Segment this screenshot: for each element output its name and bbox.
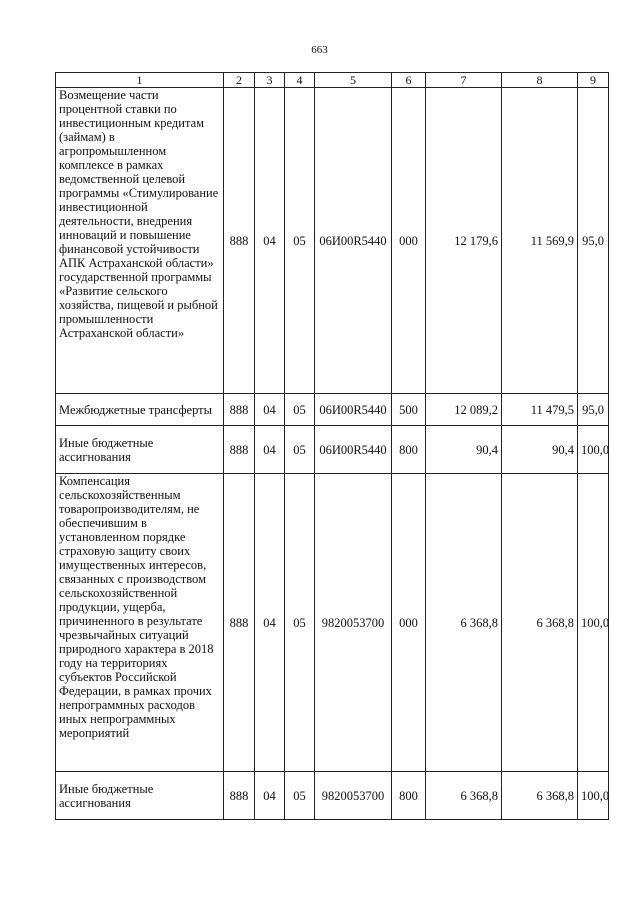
column-header: 5 (315, 73, 392, 88)
cell-subsection: 05 (285, 426, 315, 474)
cell-expense-type: 800 (392, 426, 426, 474)
page-number: 663 (311, 44, 328, 56)
cell-percent: 100,0 (578, 474, 609, 772)
column-header: 7 (426, 73, 502, 88)
cell-section: 04 (255, 88, 285, 394)
column-header: 9 (578, 73, 609, 88)
row-name-cell: Иные бюджетные ассигнования (56, 772, 224, 820)
table-row (56, 772, 609, 820)
cell-planned: 12 089,2 (426, 394, 502, 426)
row-name-cell: Иные бюджетные ассигнования (56, 426, 224, 474)
cell-percent: 100,0 (578, 772, 609, 820)
cell-target-article: 06И00R5440 (315, 394, 392, 426)
cell-percent: 95,0 (578, 88, 609, 394)
cell-planned: 6 368,8 (426, 772, 502, 820)
cell-executed: 6 368,8 (502, 772, 578, 820)
cell-section: 04 (255, 426, 285, 474)
column-header: 6 (392, 73, 426, 88)
table-header-row (56, 73, 609, 88)
cell-expense-type: 500 (392, 394, 426, 426)
cell-ministry-code: 888 (224, 88, 255, 394)
column-header: 3 (255, 73, 285, 88)
row-name-cell: Компенсация сельскохозяйственным товаропроизводителям, не обеспечившим в установленном порядке страховую защиту своих имущественных интересов, связанных с производством сельскохозяйственной продукции, ущерба, причиненного в результате чрезвычайных ситуаций природного характера в 2018 году на территориях субъектов Российской Федерации, в рамках прочих непрограммных расходов иных непрограммных мероприятий (56, 474, 224, 772)
cell-section: 04 (255, 474, 285, 772)
cell-ministry-code: 888 (224, 474, 255, 772)
table-row (56, 426, 609, 474)
budget-table (55, 72, 609, 820)
cell-subsection: 05 (285, 394, 315, 426)
table-row (56, 474, 609, 772)
cell-subsection: 05 (285, 88, 315, 394)
cell-percent: 95,0 (578, 394, 609, 426)
cell-executed: 6 368,8 (502, 474, 578, 772)
cell-target-article: 9820053700 (315, 772, 392, 820)
cell-percent: 100,0 (578, 426, 609, 474)
column-header: 4 (285, 73, 315, 88)
table-row (56, 394, 609, 426)
cell-ministry-code: 888 (224, 394, 255, 426)
cell-planned: 6 368,8 (426, 474, 502, 772)
cell-ministry-code: 888 (224, 772, 255, 820)
cell-planned: 12 179,6 (426, 88, 502, 394)
cell-section: 04 (255, 394, 285, 426)
cell-executed: 11 569,9 (502, 88, 578, 394)
cell-section: 04 (255, 772, 285, 820)
cell-target-article: 06И00R5440 (315, 426, 392, 474)
column-header: 8 (502, 73, 578, 88)
cell-subsection: 05 (285, 474, 315, 772)
cell-expense-type: 000 (392, 88, 426, 394)
column-header: 2 (224, 73, 255, 88)
cell-executed: 90,4 (502, 426, 578, 474)
cell-planned: 90,4 (426, 426, 502, 474)
cell-target-article: 9820053700 (315, 474, 392, 772)
column-header: 1 (56, 73, 224, 88)
cell-ministry-code: 888 (224, 426, 255, 474)
row-name-cell: Межбюджетные трансферты (56, 394, 224, 426)
cell-executed: 11 479,5 (502, 394, 578, 426)
table-row (56, 88, 609, 394)
cell-target-article: 06И00R5440 (315, 88, 392, 394)
cell-expense-type: 000 (392, 474, 426, 772)
cell-expense-type: 800 (392, 772, 426, 820)
row-name-cell: Возмещение части процентной ставки по инвестиционным кредитам (займам) в агропромышленном комплексе в рамках ведомственной целевой программы «Стимулирование инвестиционной деятельности, внедрения инноваций и повышение финансовой устойчивости АПК Астраханской области» государственной программы «Развитие сельского хозяйства, пищевой и рыбной промышленности Астраханской области» (56, 88, 224, 394)
cell-subsection: 05 (285, 772, 315, 820)
